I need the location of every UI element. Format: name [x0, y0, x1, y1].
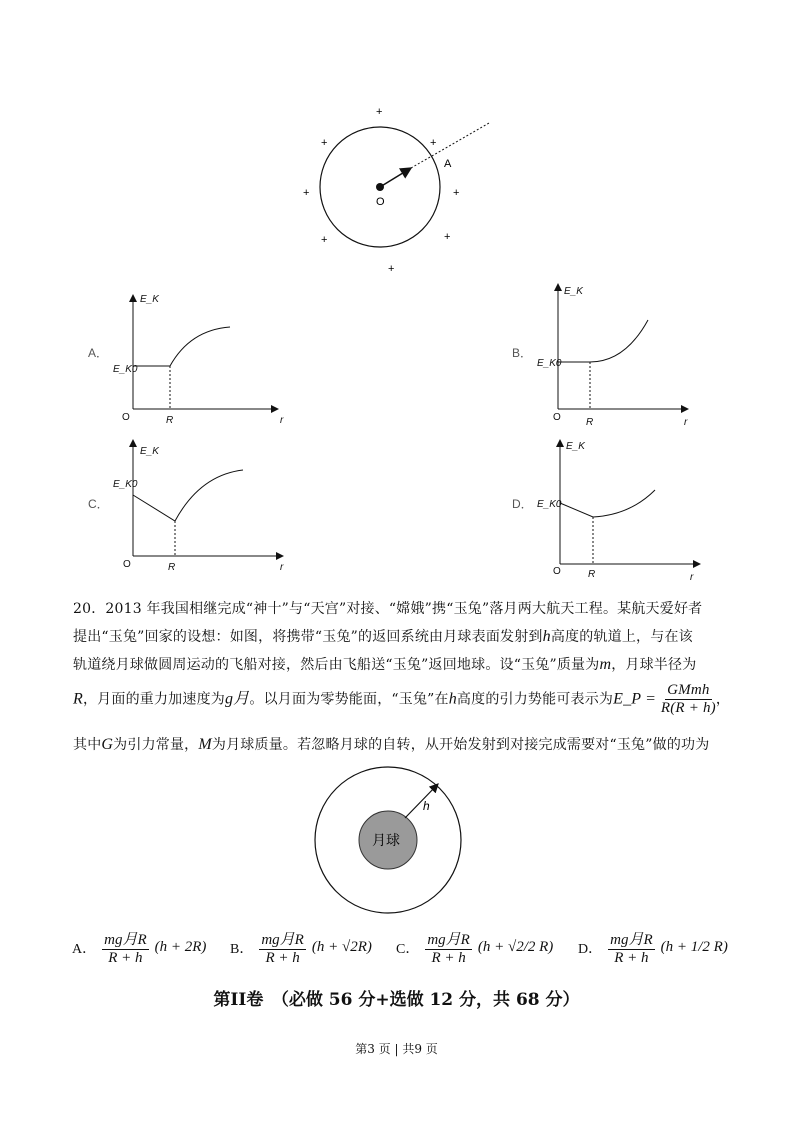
svg-text:E_K0: E_K0 — [113, 479, 138, 490]
svg-text:E_K: E_K — [564, 286, 583, 297]
graph-a — [88, 294, 284, 426]
svg-text:B．: B． — [512, 346, 533, 360]
question-line: 轨道绕月球做圆周运动的飞船对接，然后由飞船送“玉兔”返回地球。设“玉兔”质量为m，月球半径为 — [73, 656, 697, 673]
svg-text:r: r — [280, 562, 284, 573]
section-title: 第II卷 （必做 56 分+选做 12 分，共 68 分） — [213, 990, 580, 1010]
svg-text:R: R — [166, 415, 174, 426]
svg-text:O: O — [553, 412, 561, 423]
svg-text:+: + — [303, 187, 310, 199]
svg-text:+: + — [453, 187, 460, 199]
svg-text:O: O — [553, 566, 561, 577]
svg-text:R: R — [586, 417, 594, 428]
svg-text:A．: A． — [88, 346, 109, 360]
question-line: R，月面的重力加速度为g月。以月面为零势能面，“玉兔”在h高度的引力势能可表示为E_P = $\frac{\text{GMmh}}{R(R + h)}$ ， — [73, 682, 731, 716]
option-a: A． $\frac{\text{mg月R}}{R + h}$ (h + 2R) — [72, 928, 206, 967]
question-line: 其中G为引力常量，M为月球质量。若忽略月球的自转，从开始发射到对接完成需要对“玉兔”做的功为 — [73, 736, 710, 753]
svg-text:C．: C． — [88, 497, 109, 511]
svg-text:+: + — [321, 234, 328, 246]
moon-orbit-figure — [315, 767, 461, 913]
svg-text:E_K0: E_K0 — [113, 364, 138, 375]
svg-text:D．: D． — [512, 497, 533, 511]
page-footer: 第3 页 | 共9 页 — [355, 1042, 438, 1056]
svg-text:+: + — [388, 263, 395, 275]
svg-text:+: + — [321, 137, 328, 149]
svg-text:E_K0: E_K0 — [537, 499, 562, 510]
svg-text:r: r — [280, 415, 284, 426]
svg-text:O: O — [122, 412, 130, 423]
svg-text:R: R — [168, 562, 176, 573]
svg-text:E_K: E_K — [140, 294, 159, 305]
svg-text:+: + — [444, 231, 451, 243]
svg-text:h: h — [423, 799, 430, 813]
graph-d — [512, 440, 700, 583]
svg-text:+: + — [376, 106, 383, 118]
svg-text:E_K: E_K — [566, 441, 585, 452]
charged-sphere-figure — [303, 106, 489, 275]
svg-text:+: + — [430, 137, 437, 149]
svg-text:R: R — [588, 569, 596, 580]
svg-text:r: r — [690, 572, 694, 583]
svg-text:O: O — [376, 196, 385, 208]
graph-c — [88, 440, 284, 573]
svg-text:A: A — [444, 158, 452, 170]
question-line: 20．2013 年我国相继完成“神十”与“天宫”对接、“嫦娥”携“玉兔”落月两大航天工程。某航天爱好者 — [73, 601, 703, 617]
option-c: C． $\frac{\text{mg月R}}{R + h}$ (h + √2/2 R) — [396, 928, 553, 967]
svg-text:月球: 月球 — [372, 832, 400, 848]
graph-b — [512, 284, 688, 428]
svg-text:E_K: E_K — [140, 446, 159, 457]
option-b: B． $\frac{\text{mg月R}}{R + h}$ (h + √2R) — [230, 928, 372, 967]
question-line: 提出“玉兔”回家的设想：如图，将携带“玉兔”的返回系统由月球表面发射到h高度的轨道上，与在该 — [73, 628, 693, 645]
svg-text:E_K0: E_K0 — [537, 358, 562, 369]
option-d: D． $\frac{\text{mg月R}}{R + h}$ (h + 1/2 R) — [578, 928, 728, 967]
svg-text:r: r — [684, 417, 688, 428]
svg-text:O: O — [123, 559, 131, 570]
